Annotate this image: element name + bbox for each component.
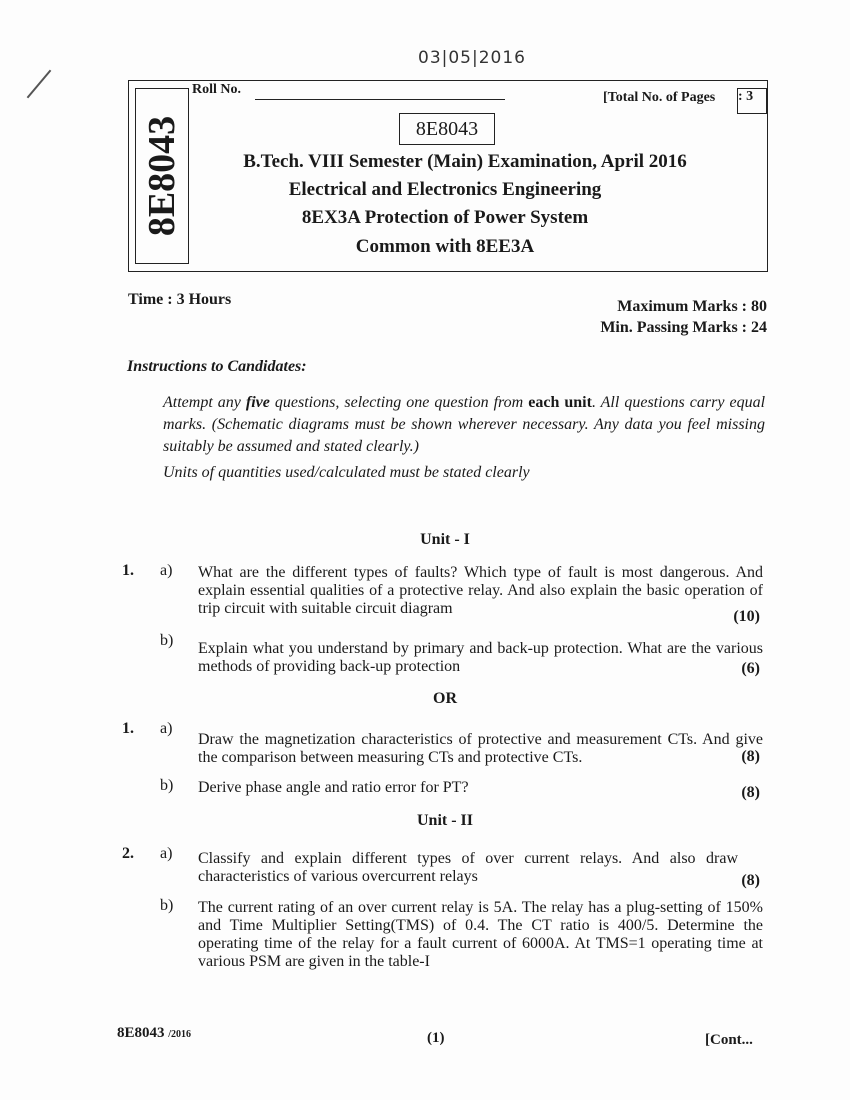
max-marks: Maximum Marks : 80 <box>617 298 767 315</box>
question-text: Derive phase angle and ratio error for PT? <box>198 779 469 796</box>
footer-code <box>117 1025 191 1042</box>
question-text: What are the different types of faults? Which type of fault is most dangerous. And explain essential qualities of a protective relay. And also explain the basic operation of trip circuit with suitable circuit diagram <box>198 564 763 617</box>
question-marks: (8) <box>741 748 760 765</box>
unit-heading: Unit - II <box>416 812 473 829</box>
roll-no-label: Roll No. <box>192 82 241 97</box>
instructions-heading: Instructions to Candidates: <box>127 358 307 375</box>
question-marks: (6) <box>741 660 760 677</box>
question-part: a) <box>160 562 173 579</box>
instr-part: Attempt any <box>163 394 246 411</box>
handwritten-date: 03|05|2016 <box>418 48 526 68</box>
instr-part: questions, selecting one question from <box>269 394 529 411</box>
question-marks: (8) <box>741 872 760 889</box>
roll-no-field[interactable] <box>255 99 505 100</box>
page-number: (1) <box>427 1030 445 1046</box>
continued-label: [Cont... <box>705 1032 753 1048</box>
paper-code-vertical: 8E8043 <box>141 115 183 237</box>
question-text: Draw the magnetization characteristics of protective and measurement CTs. And give the comparison between measuring CTs and protective CTs. <box>198 731 763 766</box>
instructions-units: Units of quantities used/calculated must be stated clearly <box>163 464 530 481</box>
exam-title: B.Tech. VIII Semester (Main) Examination, April 2016 <box>243 151 687 172</box>
branch-title: Electrical and Electronics Engineering <box>288 179 602 200</box>
or-separator: OR <box>433 690 457 707</box>
time-label: Time : 3 Hours <box>128 291 232 308</box>
instr-part: . All questions carry equal marks. (Schematic diagrams must be shown wherever necessary. Any data you feel missing suitably be assumed and stated clearly.) <box>163 394 766 455</box>
footer-year: /2016 <box>168 1029 192 1040</box>
instr-emph: each unit <box>528 394 592 411</box>
paper-code: 8E8043 <box>415 118 479 140</box>
subject-title: 8EX3A Protection of Power System <box>301 207 589 228</box>
question-marks: (10) <box>733 608 760 625</box>
question-number: 1. <box>122 562 134 579</box>
unit-heading: Unit - I <box>420 531 470 548</box>
question-part: b) <box>160 632 174 649</box>
instructions-text <box>163 392 765 458</box>
question-part: b) <box>160 777 174 794</box>
common-with: Common with 8EE3A <box>355 236 535 257</box>
min-passing-marks: Min. Passing Marks : 24 <box>600 319 767 336</box>
total-pages-value: : 3 <box>737 88 767 114</box>
paper-code-box <box>399 113 495 145</box>
question-number: 2. <box>122 845 134 862</box>
question-text: Classify and explain different types of over current relays. And also draw characteristics of various overcurrent relays <box>198 850 738 885</box>
footer-paper-code: 8E8043 <box>117 1025 165 1041</box>
question-number: 1. <box>122 720 134 737</box>
question-text: The current rating of an over current relay is 5A. The relay has a plug-setting of 150% and Time Multiplier Setting(TMS) of 0.4. The CT ratio is 400/5. Determine the operating time of the relay for a fault current of 6000A. At TMS=1 operating time at various PSM are given in the table-I <box>198 899 763 970</box>
total-pages-label: [Total No. of Pages <box>603 90 716 105</box>
question-part: a) <box>160 720 173 737</box>
question-part: a) <box>160 845 173 862</box>
question-part: b) <box>160 897 174 914</box>
instr-emph: five <box>245 394 270 411</box>
question-marks: (8) <box>741 784 760 801</box>
question-text: Explain what you understand by primary and back-up protection. What are the various methods of providing back-up protection <box>198 640 763 675</box>
pen-mark <box>27 70 52 99</box>
paper-code-vertical-box <box>135 88 189 264</box>
